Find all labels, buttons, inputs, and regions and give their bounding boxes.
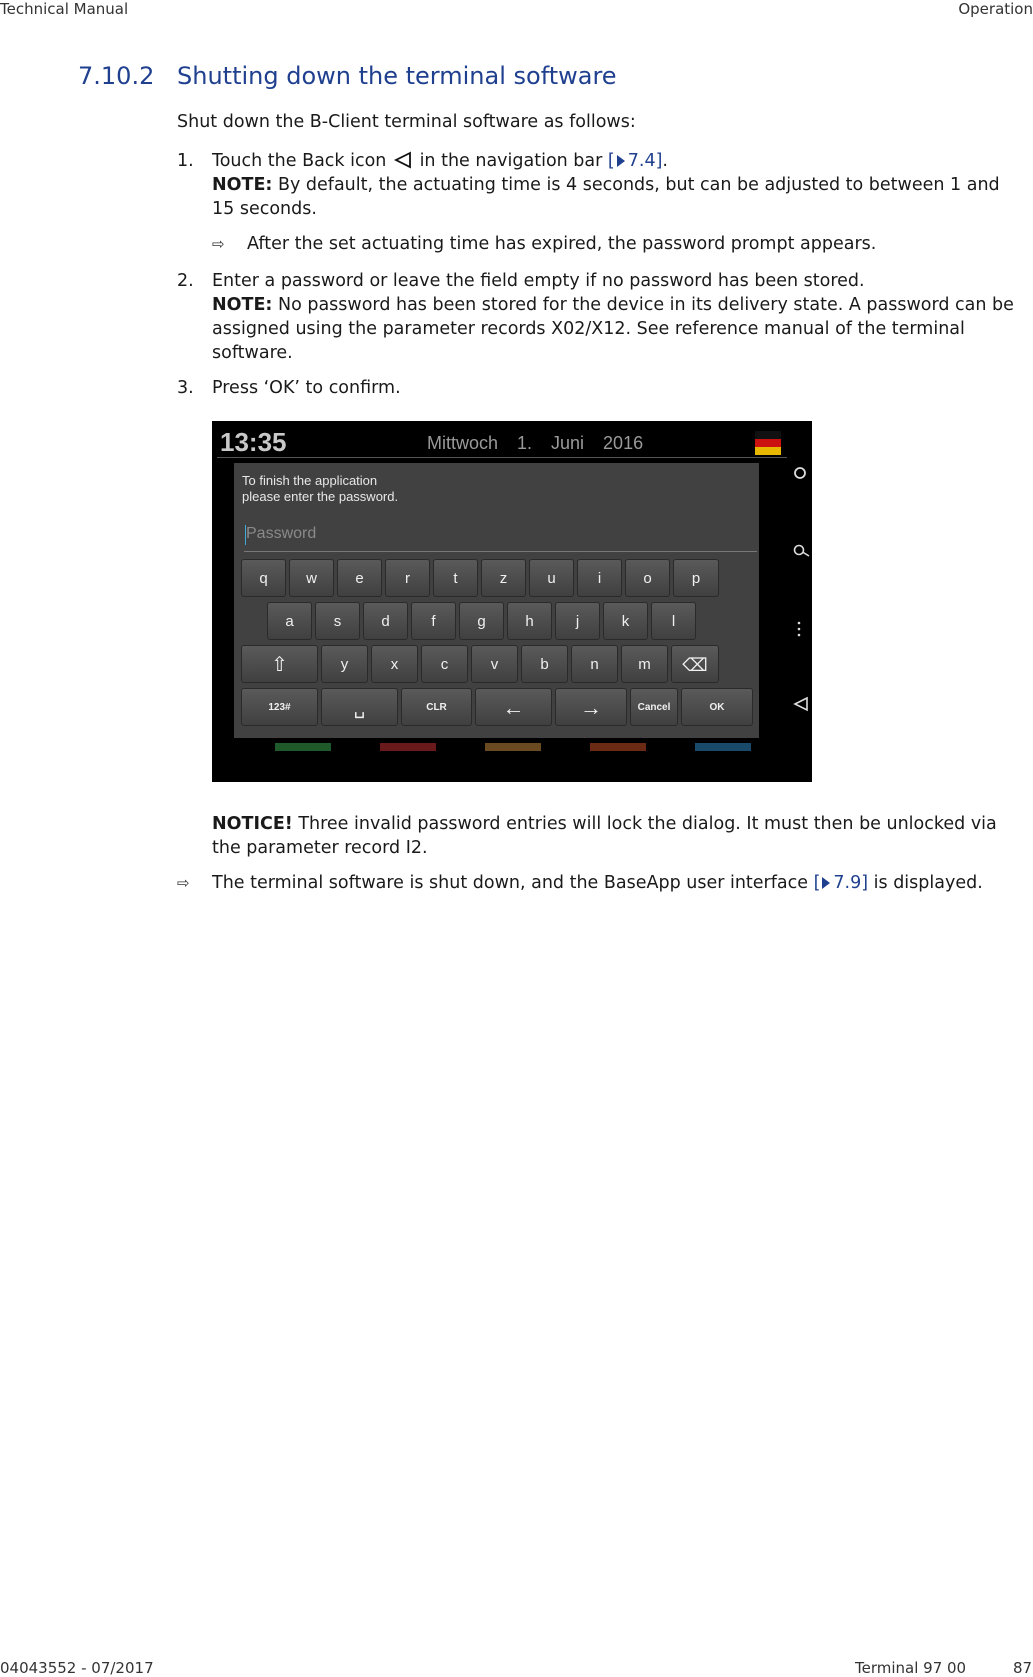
dialog-message-line1: To finish the application	[242, 473, 378, 488]
step-1-period: .	[662, 151, 668, 171]
function-key-orange[interactable]	[485, 743, 541, 751]
function-key-green[interactable]	[275, 743, 331, 751]
intro-text: Shut down the B-Client terminal software as follows:	[177, 112, 636, 132]
result-arrow-icon: ⇨	[212, 235, 225, 253]
key-n[interactable]: n	[571, 645, 618, 683]
notice-label: NOTICE!	[212, 814, 293, 834]
key-l[interactable]: l	[651, 602, 696, 640]
final-text-a: The terminal software is shut down, and the BaseApp user interface	[212, 873, 814, 893]
input-underline	[244, 551, 757, 552]
language-flag-icon[interactable]	[755, 431, 781, 455]
key-g[interactable]: g	[459, 602, 504, 640]
cancel-key[interactable]: Cancel	[630, 688, 678, 726]
divider	[217, 457, 787, 458]
key-j[interactable]: j	[555, 602, 600, 640]
key-d[interactable]: d	[363, 602, 408, 640]
result-arrow-icon: ⇨	[177, 874, 190, 892]
key-p[interactable]: p	[673, 559, 719, 597]
key-r[interactable]: r	[385, 559, 430, 597]
note-label: NOTE:	[212, 295, 273, 315]
key-a[interactable]: a	[267, 602, 312, 640]
section-number: 7.10.2	[78, 62, 155, 90]
header-left: Technical Manual	[0, 0, 129, 18]
navigation-bar	[787, 466, 812, 766]
step-2-note-line2: assigned using the parameter records X02/X12. See reference manual of the terminal	[212, 319, 965, 339]
screen-time: 13:35	[220, 427, 287, 457]
back-icon[interactable]	[793, 696, 809, 712]
link-arrow-icon	[822, 877, 830, 889]
key-h[interactable]: h	[507, 602, 552, 640]
step-1-text-b: in the navigation bar	[419, 151, 603, 171]
key-y[interactable]: y	[321, 645, 368, 683]
dialog-message	[242, 473, 398, 505]
function-key-blue[interactable]	[695, 743, 751, 751]
key-123[interactable]: 123#	[241, 688, 318, 726]
function-key-darkred[interactable]	[590, 743, 646, 751]
back-icon	[394, 151, 412, 169]
section-title: Shutting down the terminal software	[177, 62, 617, 90]
header-right: Operation	[958, 0, 1033, 18]
space-key[interactable]: ␣	[321, 688, 398, 726]
password-input[interactable]: Password	[246, 525, 317, 542]
home-circle-icon[interactable]	[793, 466, 807, 480]
step-2-note-line1: No password has been stored for the device in its delivery state. A password can be	[272, 295, 1014, 315]
screen-date: Mittwoch 1. Juni 2016	[427, 433, 644, 453]
footer-product: Terminal 97 00	[855, 1659, 967, 1677]
step-1-note-line2: 15 seconds.	[212, 199, 317, 219]
password-dialog	[234, 463, 759, 738]
step-1-link-open: [	[607, 151, 615, 171]
step-2-note-line3: software.	[212, 343, 293, 363]
key-z[interactable]: z	[481, 559, 526, 597]
step-2-note	[212, 293, 1014, 317]
step-1-result: After the set actuating time has expired, the password prompt appears.	[247, 234, 877, 254]
right-arrow-key[interactable]: →	[555, 688, 627, 726]
key-e[interactable]: e	[337, 559, 382, 597]
left-arrow-key[interactable]: ←	[475, 688, 552, 726]
footer-doc-number: 04043552 - 07/2017	[0, 1659, 154, 1677]
notice-line1: Three invalid password entries will lock the dialog. It must then be unlocked via	[292, 814, 997, 834]
dialog-message-line2: please enter the password.	[242, 489, 399, 504]
key-i[interactable]: i	[577, 559, 622, 597]
final-link[interactable]	[814, 873, 869, 893]
search-icon[interactable]	[793, 544, 811, 558]
key-o[interactable]: o	[625, 559, 670, 597]
step-1-link[interactable]	[608, 151, 663, 171]
backspace-key[interactable]: ⌫	[671, 645, 719, 683]
clear-key[interactable]: CLR	[401, 688, 472, 726]
key-q[interactable]: q	[241, 559, 286, 597]
notice-line2: the parameter record I2.	[212, 838, 428, 858]
function-key-red[interactable]	[380, 743, 436, 751]
final-link-ref: 7.9]	[833, 873, 869, 893]
notice	[212, 812, 997, 836]
ok-key[interactable]: OK	[681, 688, 753, 726]
step-1-number: 1.	[177, 151, 194, 171]
step-2-text: Enter a password or leave the field empty if no password has been stored.	[212, 271, 865, 291]
step-1-note	[212, 173, 1000, 197]
final-text-b: is displayed.	[868, 873, 983, 893]
key-t[interactable]: t	[433, 559, 478, 597]
key-b[interactable]: b	[521, 645, 568, 683]
final-link-open: [	[813, 873, 821, 893]
step-1-note-line1: By default, the actuating time is 4 seconds, but can be adjusted to between 1 and	[272, 175, 1000, 195]
menu-dots-icon[interactable]	[796, 621, 802, 637]
note-label: NOTE:	[212, 175, 273, 195]
step-2-number: 2.	[177, 271, 194, 291]
key-v[interactable]: v	[471, 645, 518, 683]
step-1-text-a: Touch the Back icon	[212, 151, 387, 171]
key-c[interactable]: c	[421, 645, 468, 683]
footer-page-number: 87	[1013, 1659, 1033, 1677]
key-f[interactable]: f	[411, 602, 456, 640]
link-arrow-icon	[617, 155, 625, 167]
key-m[interactable]: m	[621, 645, 668, 683]
key-x[interactable]: x	[371, 645, 418, 683]
step-1-link-ref: 7.4]	[627, 151, 663, 171]
key-w[interactable]: w	[289, 559, 334, 597]
key-k[interactable]: k	[603, 602, 648, 640]
final-result	[212, 871, 983, 895]
key-s[interactable]: s	[315, 602, 360, 640]
terminal-screenshot	[212, 421, 812, 782]
shift-key[interactable]: ⇧	[241, 645, 318, 683]
step-3-text: Press ‘OK’ to confirm.	[212, 378, 401, 398]
key-u[interactable]: u	[529, 559, 574, 597]
step-1-text	[212, 149, 668, 173]
step-3-number: 3.	[177, 378, 194, 398]
